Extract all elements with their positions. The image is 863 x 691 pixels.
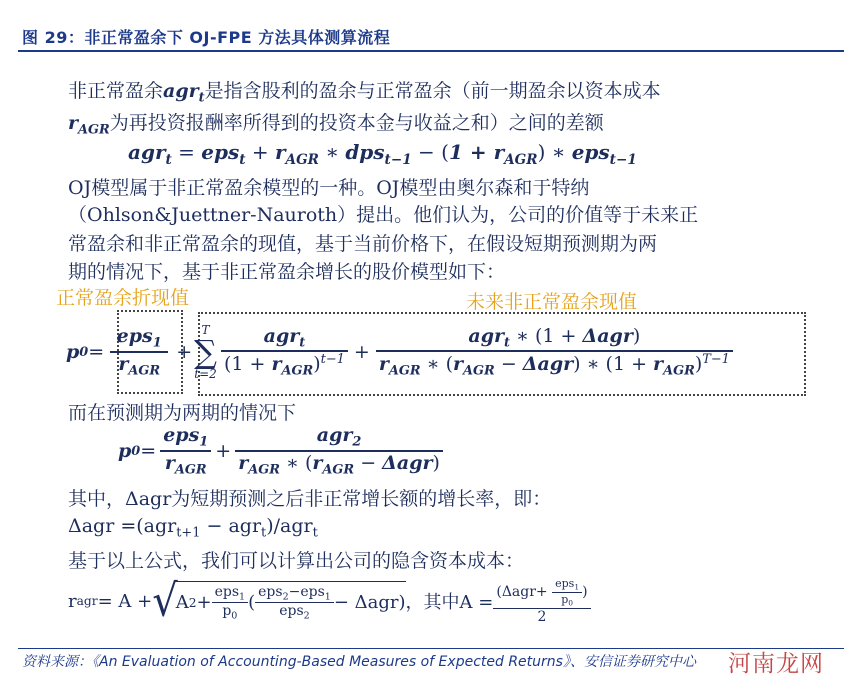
title-rule — [18, 50, 844, 52]
two-period-text: 而在预测期为两期的情况下 — [68, 402, 297, 424]
sqrt-symbol: √ — [152, 575, 178, 627]
equation-2: p 0 = $\frac{eps_1}{r_{AGR}}$ + T ∑ t=2 $\frac{agr_t}{(1 + r_{AGR})^{t-1}}$ + $\frac{agr_t ∗ (1 + \Delta agr)}{r_{AGR} ∗ (r_{AGR} - \Delta agr) ∗ (1 + r_{AGR})^{T-1}}$ — [66, 314, 733, 390]
equation-5: r agr = A + √ A 2 + $\frac{eps_1}{p_0}$ ( $\frac{eps_2-eps_1}{eps_2}$ − Δagr) ，其中A = (Δagr+ $\frac{eps_1}{p_0}$ ) 2 — [68, 571, 591, 631]
eq2-frac-terminal: $\frac{agr_t ∗ (1 + \Delta agr)}{r_{AGR} ∗ (r_{AGR} - \Delta agr) ∗ (1 + r_{AGR})^{T-1}}$ — [376, 325, 733, 379]
para1-text-a: 非正常盈余 — [68, 80, 164, 102]
para1-text-b: 是指含股利的盈余与正常盈余（前一期盈余以资本成本 — [204, 80, 661, 102]
footer-rule — [18, 648, 844, 649]
para2-line1: OJ模型属于非正常盈余模型的一种。OJ模型由奥尔森和于特纳 — [68, 177, 590, 199]
equation-3: p 0 = $\frac{eps_1}{r_{AGR}}$ + $\frac{agr_2}{r_{AGR} ∗ (r_{AGR} - \Delta agr)}$ — [118, 422, 443, 480]
para1-line1 — [68, 76, 661, 106]
eq2-frac-normal: $\frac{eps_1}{r_{AGR}}$ — [110, 325, 168, 378]
eq2-frac-sum-term: $\frac{agr_t}{(1 + r_{AGR})^{t-1}}$ — [221, 325, 348, 379]
summation-symbol: T ∑ t=2 — [194, 323, 217, 381]
eq3-frac-normal: $\frac{eps_1}{r_{AGR}}$ — [160, 424, 211, 477]
source-footnote: 资料来源：《An Evaluation of Accounting-Based Measures of Expected Returns》、安信证券研究中心 — [22, 654, 696, 670]
equation-4: Δagr =(agr$_{t+1}$ − agr$_t$)/agr$_t$ — [68, 515, 318, 541]
para2-line3: 常盈余和非正常盈余的现值，基于当前价格下，在假设短期预测期为两 — [68, 233, 658, 255]
figure-title: 图 29：非正常盈余下 OJ-FPE 方法具体测算流程 — [22, 28, 391, 47]
para2-line2: （Ohlson&Juettner-Nauroth）提出。他们认为，公司的价值等于未来正 — [68, 204, 699, 226]
delta-agr-definition-text: 其中，Δagr为短期预测之后非正常增长额的增长率，即： — [68, 488, 552, 510]
annotation-abnormal-earnings: 未来非正常盈余现值 — [466, 291, 638, 313]
sqrt-radicand: A 2 + $\frac{eps_1}{p_0}$ ( $\frac{eps_2-eps_1}{eps_2}$ − Δagr) — [176, 581, 406, 622]
r-agr-symbol: $r_{AGR}$ — [68, 112, 110, 138]
eq3-frac-abnormal: $\frac{agr_2}{r_{AGR} ∗ (r_{AGR} - \Delta agr)}$ — [235, 424, 443, 477]
annotation-normal-earnings: 正常盈余折现值 — [56, 287, 190, 309]
para1-text-c: 为再投资报酬率所得到的投资本金与收益之和）之间的差额 — [109, 112, 604, 134]
para2-line4: 期的情况下，基于非正常盈余增长的股价模型如下： — [68, 261, 506, 283]
para1-line2 — [68, 108, 604, 138]
implied-cost-text: 基于以上公式，我们可以计算出公司的隐含资本成本： — [68, 550, 525, 572]
agr-symbol: agr$_t$ — [163, 80, 205, 106]
equation-1: $agr_t = eps_t + r_{AGR}$ ∗ $dps_{t-1} - (1 + r_{AGR})$ ∗ eps$_{t-1}$ — [128, 140, 637, 168]
watermark-logo: 河南龙网 — [728, 651, 824, 677]
